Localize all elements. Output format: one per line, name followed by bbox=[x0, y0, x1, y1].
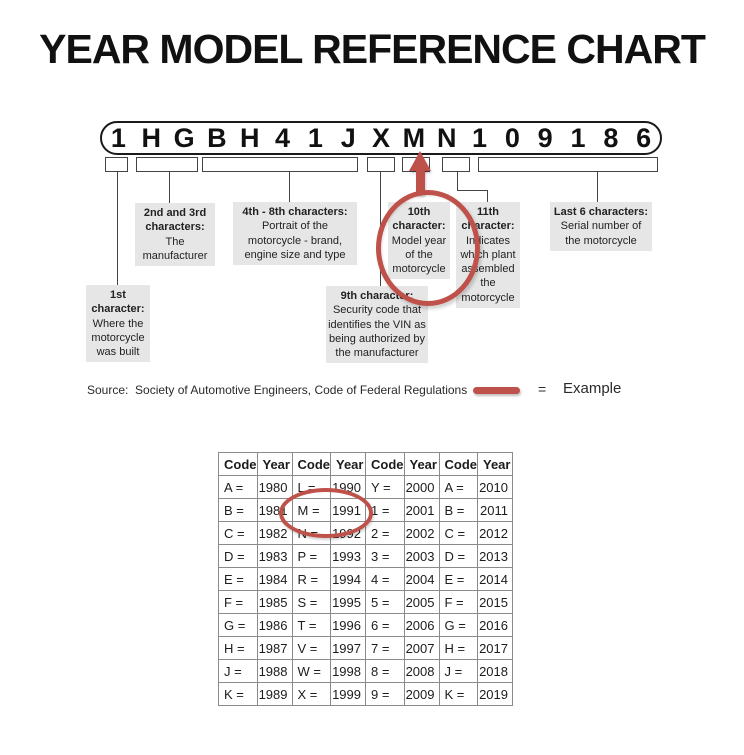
year-cell: 2005 bbox=[404, 591, 439, 614]
code-cell: F = bbox=[219, 591, 258, 614]
callout-heading: 2nd and 3rd characters: bbox=[143, 207, 207, 234]
code-cell: D = bbox=[219, 545, 258, 568]
vin-character: N bbox=[436, 123, 457, 153]
callout-body: Security code that identifies the VIN as being authorized by the manufacturer bbox=[328, 304, 426, 360]
callout-last-6-characters bbox=[550, 202, 652, 251]
leader-line-11th-a bbox=[457, 171, 458, 190]
vin-group-bracket-9th bbox=[367, 157, 395, 172]
code-cell: X = bbox=[292, 683, 331, 706]
code-cell: B = bbox=[219, 499, 258, 522]
code-cell: S = bbox=[292, 591, 331, 614]
callout-heading: 11th character: bbox=[461, 206, 515, 233]
vin-group-bracket-1st bbox=[105, 157, 128, 172]
code-cell: C = bbox=[439, 522, 478, 545]
year-cell: 2015 bbox=[478, 591, 513, 614]
vin-character: 6 bbox=[636, 123, 652, 153]
year-cell: 2004 bbox=[404, 568, 439, 591]
year-cell: 1993 bbox=[331, 545, 366, 568]
table-row bbox=[219, 568, 513, 591]
year-cell: 1995 bbox=[331, 591, 366, 614]
table-row bbox=[219, 614, 513, 637]
leader-line-last-6 bbox=[597, 171, 598, 202]
year-cell: 2003 bbox=[404, 545, 439, 568]
source-text: Source: Society of Automotive Engineers, Code of Federal Regulations bbox=[87, 383, 468, 397]
table-header-cell: Code bbox=[219, 453, 258, 476]
year-cell: 1983 bbox=[257, 545, 292, 568]
code-cell: J = bbox=[439, 660, 478, 683]
code-cell: 2 = bbox=[366, 522, 405, 545]
code-cell: E = bbox=[219, 568, 258, 591]
vin-character: H bbox=[239, 123, 260, 153]
year-cell: 2013 bbox=[478, 545, 513, 568]
code-cell: D = bbox=[439, 545, 478, 568]
callout-heading: 10th character: bbox=[392, 206, 446, 233]
vin-character: 4 bbox=[275, 123, 291, 153]
vin-character: 9 bbox=[537, 123, 553, 153]
vin-group-bracket-11th bbox=[442, 157, 470, 172]
code-cell: A = bbox=[439, 476, 478, 499]
table-header-cell: Year bbox=[478, 453, 513, 476]
year-cell: 1999 bbox=[331, 683, 366, 706]
code-cell: B = bbox=[439, 499, 478, 522]
year-cell: 1994 bbox=[331, 568, 366, 591]
table-row bbox=[219, 683, 513, 706]
year-cell: 1981 bbox=[257, 499, 292, 522]
vin-group-bracket-last-6 bbox=[478, 157, 658, 172]
callout-heading: 9th character: bbox=[340, 290, 414, 302]
leader-line-4th-8th bbox=[289, 171, 290, 202]
vin-character: B bbox=[207, 123, 227, 153]
code-cell: 4 = bbox=[366, 568, 405, 591]
leader-line-1st bbox=[117, 171, 118, 285]
legend-example-label: Example bbox=[563, 380, 622, 397]
table-header-row bbox=[219, 453, 513, 476]
table-header-cell: Code bbox=[366, 453, 405, 476]
year-cell: 2010 bbox=[478, 476, 513, 499]
vin-character: X bbox=[372, 123, 391, 153]
year-cell: 2006 bbox=[404, 614, 439, 637]
table-row bbox=[219, 637, 513, 660]
vin-character: 1 bbox=[570, 123, 586, 153]
leader-line-11th-b bbox=[457, 190, 488, 191]
table-row bbox=[219, 545, 513, 568]
vin-character: 8 bbox=[603, 123, 619, 153]
code-cell: P = bbox=[292, 545, 331, 568]
vin-character: 1 bbox=[472, 123, 488, 153]
code-cell: G = bbox=[219, 614, 258, 637]
vin-character: 1 bbox=[307, 123, 323, 153]
code-cell: 3 = bbox=[366, 545, 405, 568]
table-header-cell: Year bbox=[257, 453, 292, 476]
code-cell: J = bbox=[219, 660, 258, 683]
callout-2nd-3rd-characters bbox=[135, 203, 215, 266]
code-cell: R = bbox=[292, 568, 331, 591]
code-cell: A = bbox=[219, 476, 258, 499]
year-cell: 2001 bbox=[404, 499, 439, 522]
callout-1st-character bbox=[86, 285, 150, 362]
code-cell: 7 = bbox=[366, 637, 405, 660]
example-line-icon bbox=[473, 387, 520, 394]
callout-body: Model year of the motorcycle bbox=[391, 234, 447, 276]
year-cell: 2019 bbox=[478, 683, 513, 706]
vin-character: J bbox=[340, 123, 356, 153]
year-cell: 2008 bbox=[404, 660, 439, 683]
year-cell: 1988 bbox=[257, 660, 292, 683]
year-cell: 1990 bbox=[331, 476, 366, 499]
page-title: YEAR MODEL REFERENCE CHART bbox=[39, 26, 705, 72]
code-cell: 1 = bbox=[366, 499, 405, 522]
code-cell: C = bbox=[219, 522, 258, 545]
code-cell: V = bbox=[292, 637, 331, 660]
year-cell: 2007 bbox=[404, 637, 439, 660]
code-cell: N = bbox=[292, 522, 331, 545]
year-cell: 1987 bbox=[257, 637, 292, 660]
callout-heading: Last 6 characters: bbox=[553, 206, 649, 218]
year-cell: 2018 bbox=[478, 660, 513, 683]
year-cell: 1982 bbox=[257, 522, 292, 545]
code-cell: H = bbox=[439, 637, 478, 660]
code-cell: M = bbox=[292, 499, 331, 522]
year-cell: 1992 bbox=[331, 522, 366, 545]
code-cell: F = bbox=[439, 591, 478, 614]
vin-number-box bbox=[100, 121, 662, 155]
year-cell: 1989 bbox=[257, 683, 292, 706]
callout-body: Where the motorcycle was built bbox=[91, 317, 145, 359]
year-cell: 2002 bbox=[404, 522, 439, 545]
vin-group-bracket-2nd-3rd bbox=[136, 157, 198, 172]
legend-equals-sign: = bbox=[538, 381, 547, 397]
vin-character: 1 bbox=[110, 123, 126, 153]
year-cell: 1997 bbox=[331, 637, 366, 660]
code-cell: 9 = bbox=[366, 683, 405, 706]
year-cell: 1998 bbox=[331, 660, 366, 683]
year-cell: 2017 bbox=[478, 637, 513, 660]
code-cell: 8 = bbox=[366, 660, 405, 683]
code-cell: K = bbox=[219, 683, 258, 706]
vin-character: M bbox=[402, 123, 426, 153]
callout-body: Indicates which plant assembled the motorcycle bbox=[460, 234, 516, 304]
leader-line-2nd-3rd bbox=[169, 171, 170, 203]
callout-4th-8th-characters bbox=[233, 202, 357, 265]
example-circle-model-year bbox=[376, 190, 480, 306]
code-cell: Y = bbox=[366, 476, 405, 499]
callout-body: Serial number of the motorcycle bbox=[560, 220, 642, 247]
table-header-cell: Year bbox=[331, 453, 366, 476]
code-cell: 6 = bbox=[366, 614, 405, 637]
year-cell: 2014 bbox=[478, 568, 513, 591]
code-cell: G = bbox=[439, 614, 478, 637]
year-cell: 1996 bbox=[331, 614, 366, 637]
year-cell: 2012 bbox=[478, 522, 513, 545]
table-header-cell: Code bbox=[439, 453, 478, 476]
callout-body: The manufacturer bbox=[142, 235, 208, 262]
code-cell: E = bbox=[439, 568, 478, 591]
year-cell: 1986 bbox=[257, 614, 292, 637]
year-cell: 1985 bbox=[257, 591, 292, 614]
year-cell: 1984 bbox=[257, 568, 292, 591]
code-cell: 5 = bbox=[366, 591, 405, 614]
year-cell: 1980 bbox=[257, 476, 292, 499]
table-row bbox=[219, 660, 513, 683]
callout-heading: 1st character: bbox=[91, 289, 145, 316]
callout-heading: 4th - 8th characters: bbox=[242, 206, 348, 218]
vin-character: G bbox=[173, 123, 195, 153]
code-cell: L = bbox=[292, 476, 331, 499]
code-cell: T = bbox=[292, 614, 331, 637]
table-row bbox=[219, 591, 513, 614]
code-cell: H = bbox=[219, 637, 258, 660]
code-cell: K = bbox=[439, 683, 478, 706]
vin-group-bracket-4th-8th bbox=[202, 157, 358, 172]
callout-body: Portrait of the motorcycle - brand, engine size and type bbox=[244, 220, 346, 261]
year-cell: 2000 bbox=[404, 476, 439, 499]
year-cell: 2011 bbox=[478, 499, 513, 522]
table-header-cell: Code bbox=[292, 453, 331, 476]
table-header-cell: Year bbox=[404, 453, 439, 476]
vin-character: H bbox=[141, 123, 161, 153]
year-cell: 1991 bbox=[331, 499, 366, 522]
table-row bbox=[219, 476, 513, 499]
example-circle-table-m-1991 bbox=[279, 488, 373, 538]
code-cell: W = bbox=[292, 660, 331, 683]
year-cell: 2016 bbox=[478, 614, 513, 637]
year-cell: 2009 bbox=[404, 683, 439, 706]
vin-character: 0 bbox=[504, 123, 520, 153]
year-code-table bbox=[218, 452, 513, 706]
